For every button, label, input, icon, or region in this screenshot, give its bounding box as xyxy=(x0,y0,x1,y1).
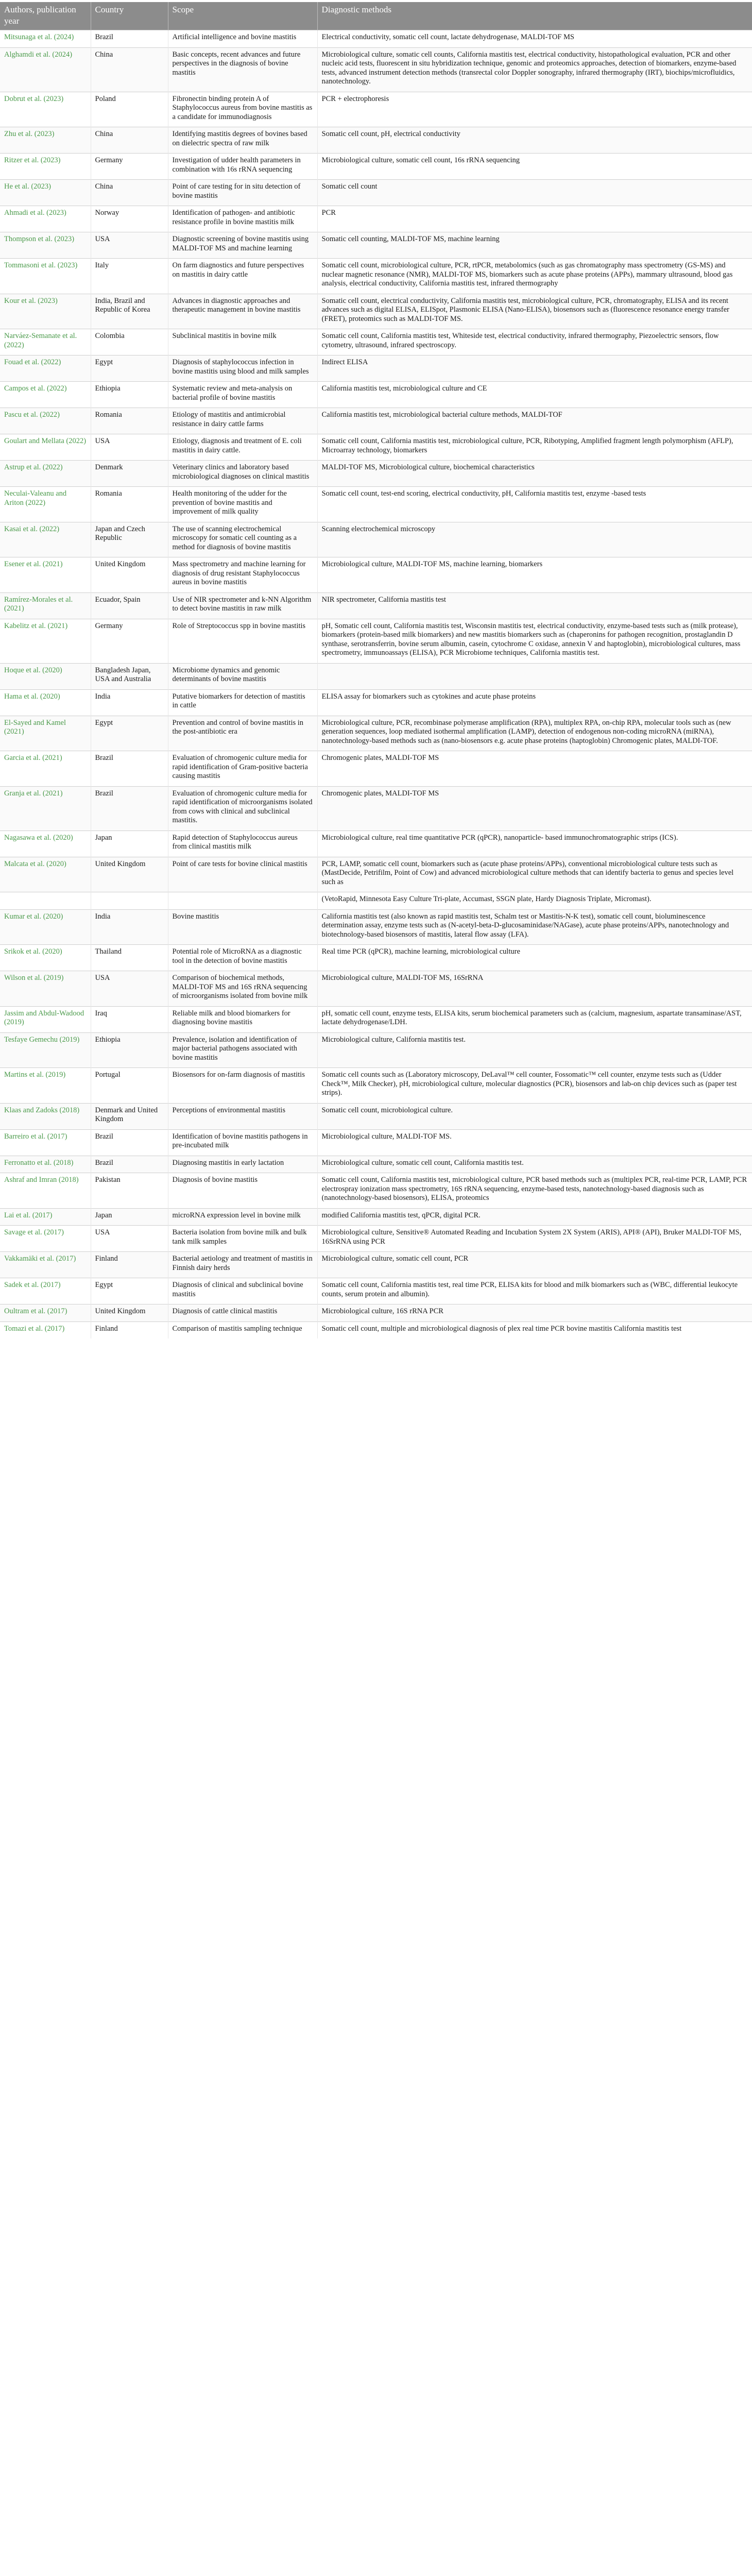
author-cell[interactable]: Esener et al. (2021) xyxy=(0,557,91,593)
methods-cell: modified California mastitis test, qPCR, digital PCR. xyxy=(317,1208,752,1226)
table-row xyxy=(0,127,752,154)
author-cell[interactable]: Fouad et al. (2022) xyxy=(0,355,91,382)
methods-cell: pH, Somatic cell count, California mastitis test, Wisconsin mastitis test, electrical conductivity, enzyme-based tests such as (milk protease), biomarkers (protein-based milk biomarkers) and new mastitis biomarkers such as (chaperonins for pathogen recognition, prostaglandin D synthase, serotransferrin, bovine serum albumin, casein, cytochrome C oxidase, annexin V and haptoglobin), microbiological cultures, mass spectrometry, immunoassays (ELISA), PCR Microbiome techniques, California mastitis test. xyxy=(317,619,752,663)
country-cell: Egypt xyxy=(91,716,168,751)
country-cell: Germany xyxy=(91,619,168,663)
methods-cell: Microbiological culture, California mastitis test. xyxy=(317,1032,752,1068)
diagnostic-methods-table xyxy=(0,2,752,1338)
methods-cell: Somatic cell count, electrical conductivity, California mastitis test, microbiological culture, PCR, chromatography, ELISA and its recent advances such as digital ELISA, ELISpot, Plasmonic ELISA (Nano-ELISA), biosensors such as (fluorescence resonance energy transfer (FRET), proteomics such as MALDI-TOF MS. xyxy=(317,294,752,329)
scope-cell: On farm diagnostics and future perspectives on mastitis in dairy cattle xyxy=(168,259,317,294)
methods-cell: (VetoRapid, Minnesota Easy Culture Tri-plate, Accumast, SSGN plate, Hardy Diagnosis Triplate, Micromast). xyxy=(317,892,752,910)
methods-cell: pH, somatic cell count, enzyme tests, ELISA kits, serum biochemical parameters such as (calcium, magnesium, aspartate transaminase/AST, lactate dehydrogenase/LDH. xyxy=(317,1006,752,1032)
methods-cell: Somatic cell count, test-end scoring, electrical conductivity, pH, California mastitis test, enzyme -based tests xyxy=(317,487,752,522)
country-cell: Norway xyxy=(91,206,168,232)
table-row xyxy=(0,909,752,945)
author-cell[interactable]: Ritzer et al. (2023) xyxy=(0,154,91,180)
scope-cell: Diagnosis of cattle clinical mastitis xyxy=(168,1304,317,1322)
scope-cell: Identifying mastitis degrees of bovines based on dielectric spectra of raw milk xyxy=(168,127,317,154)
country-cell: Brazil xyxy=(91,751,168,787)
author-cell[interactable]: Alghamdi et al. (2024) xyxy=(0,47,91,92)
country-cell: Ecuador, Spain xyxy=(91,592,168,619)
methods-cell: Somatic cell count, microbiological culture, PCR, rtPCR, metabolomics (such as gas chromatography mass spectrometry (GS-MS) and nuclear magnetic resonance (NMR), MALDI-TOF MS, biomarkers such as acute phase proteins (APPs), mammary ultrasound, blood gas analysis, electrical conductivity, California mastitis test, infrared thermography xyxy=(317,259,752,294)
methods-cell: Microbiological culture, somatic cell count, 16s rRNA sequencing xyxy=(317,154,752,180)
table-row xyxy=(0,154,752,180)
table-row xyxy=(0,1208,752,1226)
author-cell[interactable]: Wilson et al. (2019) xyxy=(0,971,91,1007)
header-country: Country xyxy=(91,2,168,30)
scope-cell: Putative biomarkers for detection of mastitis in cattle xyxy=(168,689,317,716)
methods-cell: California mastitis test (also known as rapid mastitis test, Schalm test or Mastitis-N-K test), somatic cell count, bioluminescence determination assay, enzyme tests such as (N-acetyl-beta-D-glucosaminidase/NAGase), acute phase proteins/APPs, nanotechnology and biotechnology-based biosensors of mastitis, lateral flow assay (LFA). xyxy=(317,909,752,945)
author-cell xyxy=(0,892,91,910)
author-cell[interactable]: Nagasawa et al. (2020) xyxy=(0,831,91,857)
author-cell[interactable]: Hama et al. (2020) xyxy=(0,689,91,716)
country-cell: Colombia xyxy=(91,329,168,355)
table-row xyxy=(0,786,752,831)
country-cell: Finland xyxy=(91,1252,168,1278)
scope-cell: Veterinary clinics and laboratory based microbiological diagnoses on clinical mastitis xyxy=(168,461,317,487)
table-row xyxy=(0,1278,752,1304)
methods-cell: Chromogenic plates, MALDI-TOF MS xyxy=(317,751,752,787)
scope-cell: Diagnosing mastitis in early lactation xyxy=(168,1156,317,1173)
methods-cell: California mastitis test, microbiological culture and CE xyxy=(317,382,752,408)
methods-cell: NIR spectrometer, California mastitis test xyxy=(317,592,752,619)
table-row xyxy=(0,1321,752,1338)
scope-cell: Prevention and control of bovine mastitis in the post-antibiotic era xyxy=(168,716,317,751)
author-cell[interactable]: Ahmadi et al. (2023) xyxy=(0,206,91,232)
table-row xyxy=(0,1304,752,1322)
table-row xyxy=(0,592,752,619)
methods-cell: Somatic cell counting, MALDI-TOF MS, machine learning xyxy=(317,232,752,259)
table-row xyxy=(0,382,752,408)
scope-cell: Perceptions of environmental mastitis xyxy=(168,1103,317,1129)
scope-cell: Rapid detection of Staphylococcus aureus from clinical mastitis milk xyxy=(168,831,317,857)
methods-cell: Microbiological culture, MALDI-TOF MS. xyxy=(317,1129,752,1156)
scope-cell: Evaluation of chromogenic culture media for rapid identification of microorganisms isolated from cows with clinical and subclinical mastitis. xyxy=(168,786,317,831)
scope-cell: Diagnosis of staphylococcus infection in bovine mastitis using blood and milk samples xyxy=(168,355,317,382)
methods-cell: Microbiological culture, 16S rRNA PCR xyxy=(317,1304,752,1322)
header-diagnostic-methods: Diagnostic methods xyxy=(317,2,752,30)
country-cell: Germany xyxy=(91,154,168,180)
author-cell[interactable]: Pascu et al. (2022) xyxy=(0,408,91,434)
country-cell: Ethiopia xyxy=(91,382,168,408)
country-cell: Japan xyxy=(91,831,168,857)
country-cell: USA xyxy=(91,1226,168,1252)
methods-cell: Indirect ELISA xyxy=(317,355,752,382)
country-cell: Bangladesh Japan, USA and Australia xyxy=(91,663,168,689)
author-cell[interactable]: Lai et al. (2017) xyxy=(0,1208,91,1226)
scope-cell: Diagnostic screening of bovine mastitis using MALDI-TOF MS and machine learning xyxy=(168,232,317,259)
scope-cell: Bovine mastitis xyxy=(168,909,317,945)
methods-cell: Chromogenic plates, MALDI-TOF MS xyxy=(317,786,752,831)
methods-cell: PCR xyxy=(317,206,752,232)
table-row xyxy=(0,1252,752,1278)
scope-cell: Mass spectrometry and machine learning for diagnosis of drug resistant Staphylococcus aureus in bovine mastitis xyxy=(168,557,317,593)
methods-cell xyxy=(317,663,752,689)
scope-cell: Bacterial aetiology and treatment of mastitis in Finnish dairy herds xyxy=(168,1252,317,1278)
methods-cell: Somatic cell count, California mastitis test, microbiological culture, PCR, Ribotyping, Amplified fragment length polymorphism (AFLP), Microarray technology, biomarkers xyxy=(317,434,752,461)
table-row xyxy=(0,557,752,593)
table-header xyxy=(0,2,752,30)
scope-cell: Etiology, diagnosis and treatment of E. coli mastitis in dairy cattle. xyxy=(168,434,317,461)
scope-cell: Subclinical mastitis in bovine milk xyxy=(168,329,317,355)
methods-cell: MALDI-TOF MS, Microbiological culture, biochemical characteristics xyxy=(317,461,752,487)
methods-cell: Somatic cell count, microbiological culture. xyxy=(317,1103,752,1129)
table-row xyxy=(0,945,752,971)
scope-cell: microRNA expression level in bovine milk xyxy=(168,1208,317,1226)
country-cell: Brazil xyxy=(91,1156,168,1173)
methods-cell: Microbiological culture, MALDI-TOF MS, 16SrRNA xyxy=(317,971,752,1007)
scope-cell: Etiology of mastitis and antimicrobial resistance in dairy cattle farms xyxy=(168,408,317,434)
country-cell: Brazil xyxy=(91,786,168,831)
methods-cell: Real time PCR (qPCR), machine learning, microbiological culture xyxy=(317,945,752,971)
scope-cell: Comparison of mastitis sampling technique xyxy=(168,1321,317,1338)
scope-cell: Potential role of MicroRNA as a diagnostic tool in the detection of bovine mastitis xyxy=(168,945,317,971)
scope-cell: Role of Streptococcus spp in bovine mastitis xyxy=(168,619,317,663)
country-cell: Ethiopia xyxy=(91,1032,168,1068)
author-cell[interactable]: Astrup et al. (2022) xyxy=(0,461,91,487)
table-row xyxy=(0,434,752,461)
author-cell[interactable]: Sadek et al. (2017) xyxy=(0,1278,91,1304)
author-cell[interactable]: Vakkamäki et al. (2017) xyxy=(0,1252,91,1278)
country-cell: China xyxy=(91,127,168,154)
methods-cell: Somatic cell count, pH, electrical conductivity xyxy=(317,127,752,154)
methods-cell: Microbiological culture, MALDI-TOF MS, machine learning, biomarkers xyxy=(317,557,752,593)
country-cell: Japan xyxy=(91,1208,168,1226)
author-cell[interactable]: Goulart and Mellata (2022) xyxy=(0,434,91,461)
author-cell[interactable]: Granja et al. (2021) xyxy=(0,786,91,831)
country-cell: India, Brazil and Republic of Korea xyxy=(91,294,168,329)
country-cell: China xyxy=(91,180,168,206)
country-cell: United Kingdom xyxy=(91,1304,168,1322)
table-row xyxy=(0,1068,752,1104)
table-row xyxy=(0,1156,752,1173)
table-row xyxy=(0,232,752,259)
header-authors: Authors, publication year xyxy=(0,2,91,30)
author-cell[interactable]: Barreiro et al. (2017) xyxy=(0,1129,91,1156)
author-cell[interactable]: Tesfaye Gemechu (2019) xyxy=(0,1032,91,1068)
table-row xyxy=(0,1032,752,1068)
table-row xyxy=(0,30,752,48)
country-cell: Pakistan xyxy=(91,1173,168,1209)
author-cell[interactable]: Garcia et al. (2021) xyxy=(0,751,91,787)
author-cell[interactable]: Ramírez-Morales et al. (2021) xyxy=(0,592,91,619)
methods-cell: Scanning electrochemical microscopy xyxy=(317,522,752,557)
country-cell xyxy=(91,892,168,910)
country-cell: India xyxy=(91,909,168,945)
author-cell[interactable]: Malcata et al. (2020) xyxy=(0,857,91,892)
scope-cell: Microbiome dynamics and genomic determinants of bovine mastitis xyxy=(168,663,317,689)
author-cell[interactable]: Tomazi et al. (2017) xyxy=(0,1321,91,1338)
scope-cell: Artificial intelligence and bovine mastitis xyxy=(168,30,317,48)
table-body xyxy=(0,30,752,1339)
table-row xyxy=(0,329,752,355)
author-cell[interactable]: Jassim and Abdul-Wadood (2019) xyxy=(0,1006,91,1032)
methods-cell: Somatic cell counts such as (Laboratory microscopy, DeLaval™ cell counter, Fossomatic™ cell counter, enzyme tests such as (Udder Check™, Milk Checker), pH, microbiological culture, molecular diagnostics (PCR), biosensors and lab-on chip devices such as (paper test strips). xyxy=(317,1068,752,1104)
methods-cell: Somatic cell count, multiple and microbiological diagnosis of plex real time PCR bovine mastitis California mastitis test xyxy=(317,1321,752,1338)
scope-cell: Point of care testing for in situ detection of bovine mastitis xyxy=(168,180,317,206)
author-cell[interactable]: Klaas and Zadoks (2018) xyxy=(0,1103,91,1129)
table-row xyxy=(0,408,752,434)
scope-cell: Evaluation of chromogenic culture media for rapid identification of Gram-positive bacteria causing mastitis xyxy=(168,751,317,787)
scope-cell: Prevalence, isolation and identification of major bacterial pathogens associated with bovine mastitis xyxy=(168,1032,317,1068)
table-row xyxy=(0,259,752,294)
author-cell[interactable]: Ferronatto et al. (2018) xyxy=(0,1156,91,1173)
table-row xyxy=(0,619,752,663)
author-cell[interactable]: Srikok et al. (2020) xyxy=(0,945,91,971)
header-scope: Scope xyxy=(168,2,317,30)
methods-cell: PCR + electrophoresis xyxy=(317,92,752,127)
methods-cell: Microbiological culture, somatic cell count, PCR xyxy=(317,1252,752,1278)
author-cell[interactable]: Zhu et al. (2023) xyxy=(0,127,91,154)
author-cell[interactable]: Hoque et al. (2020) xyxy=(0,663,91,689)
table-row xyxy=(0,1006,752,1032)
table-row xyxy=(0,1129,752,1156)
methods-cell: Somatic cell count, California mastitis test, real time PCR, ELISA kits for blood and milk biomarkers such as (WBC, differential leukocyte counts, serum protein and albumin). xyxy=(317,1278,752,1304)
country-cell: Finland xyxy=(91,1321,168,1338)
country-cell: United Kingdom xyxy=(91,857,168,892)
author-cell[interactable]: Neculai-Valeanu and Ariton (2022) xyxy=(0,487,91,522)
author-cell[interactable]: El-Sayed and Kamel (2021) xyxy=(0,716,91,751)
table-row xyxy=(0,716,752,751)
country-cell: USA xyxy=(91,232,168,259)
author-cell[interactable]: Oultram et al. (2017) xyxy=(0,1304,91,1322)
table-row xyxy=(0,663,752,689)
methods-cell: Microbiological culture, somatic cell counts, California mastitis test, electrical conductivity, histopathological evaluation, PCR and other nucleic acid tests, fluorescent in situ hybridization technique, genomic and proteomics approaches, detection of biomarkers, enzyme-based tests, advanced instrument detection methods (transrectal color Doppler sonography, infrared thermography (IRT), biochips/microfluidics, nanotechnology. xyxy=(317,47,752,92)
scope-cell: Investigation of udder health parameters in combination with 16s rRNA sequencing xyxy=(168,154,317,180)
table-row xyxy=(0,892,752,910)
table-row xyxy=(0,47,752,92)
scope-cell: Diagnosis of clinical and subclinical bovine mastitis xyxy=(168,1278,317,1304)
scope-cell: Bacteria isolation from bovine milk and bulk tank milk samples xyxy=(168,1226,317,1252)
scope-cell: Identification of bovine mastitis pathogens in pre-incubated milk xyxy=(168,1129,317,1156)
methods-cell: Electrical conductivity, somatic cell count, lactate dehydrogenase, MALDI-TOF MS xyxy=(317,30,752,48)
table-row xyxy=(0,294,752,329)
country-cell: Poland xyxy=(91,92,168,127)
methods-cell: Microbiological culture, somatic cell count, California mastitis test. xyxy=(317,1156,752,1173)
methods-cell: Somatic cell count, California mastitis test, microbiological culture, PCR based methods such as (multiplex PCR, real-time PCR, LAMP, PCR electrospray ionization mass spectrometry, 16S rRNA sequencing, enzyme-based tests, nanotechnology-based diagnosis such as (nanotechnology-based biosensors), ELISA, proteomics xyxy=(317,1173,752,1209)
table-row xyxy=(0,751,752,787)
author-cell[interactable]: Thompson et al. (2023) xyxy=(0,232,91,259)
scope-cell: Point of care tests for bovine clinical mastitis xyxy=(168,857,317,892)
author-cell[interactable]: Campos et al. (2022) xyxy=(0,382,91,408)
scope-cell: Reliable milk and blood biomarkers for diagnosing bovine mastitis xyxy=(168,1006,317,1032)
country-cell: Brazil xyxy=(91,30,168,48)
country-cell: Portugal xyxy=(91,1068,168,1104)
methods-cell: Microbiological culture, Sensitive® Automated Reading and Incubation System 2X System (ARIS), API® (API), Bruker MALDI-TOF MS, 16SrRNA using PCR xyxy=(317,1226,752,1252)
table-row xyxy=(0,180,752,206)
methods-cell: Microbiological culture, real time quantitative PCR (qPCR), nanoparticle- based immunochromatographic strips (ICS). xyxy=(317,831,752,857)
scope-cell: Fibronectin binding protein A of Staphylococcus aureus from bovine mastitis as a candidate for immunodiagnosis xyxy=(168,92,317,127)
scope-cell: Comparison of biochemical methods, MALDI-TOF MS and 16S rRNA sequencing of microorganisms isolated from bovine milk xyxy=(168,971,317,1007)
author-cell[interactable]: Kabelitz et al. (2021) xyxy=(0,619,91,663)
scope-cell: Health monitoring of the udder for the prevention of bovine mastitis and improvement of milk quality xyxy=(168,487,317,522)
table-row xyxy=(0,689,752,716)
scope-cell: Advances in diagnostic approaches and therapeutic management in bovine mastitis xyxy=(168,294,317,329)
table-row xyxy=(0,206,752,232)
author-cell[interactable]: Ashraf and Imran (2018) xyxy=(0,1173,91,1209)
country-cell: Thailand xyxy=(91,945,168,971)
country-cell: Japan and Czech Republic xyxy=(91,522,168,557)
author-cell[interactable]: Narváez-Semanate et al. (2022) xyxy=(0,329,91,355)
author-cell[interactable]: Kasai et al. (2022) xyxy=(0,522,91,557)
country-cell: Egypt xyxy=(91,355,168,382)
scope-cell: Diagnosis of bovine mastitis xyxy=(168,1173,317,1209)
country-cell: Iraq xyxy=(91,1006,168,1032)
country-cell: Italy xyxy=(91,259,168,294)
table-row xyxy=(0,1173,752,1209)
methods-cell: Microbiological culture, PCR, recombinase polymerase amplification (RPA), multiplex RPA, on-chip RPA, molecular tools such as (new generation sequences, loop mediated isothermal amplification (LAMP), detection of endogenous non-coding microRNA (miRNA), nanotechnology-based methods such as (nano-biosensors e.g. acute phase proteins (haptoglobin) Chromogenic plates, MALDI-TOF. xyxy=(317,716,752,751)
table-row xyxy=(0,1226,752,1252)
methods-cell: PCR, LAMP, somatic cell count, biomarkers such as (acute phase proteins/APPs), conventional microbiological culture tests such as (MastDecide, Petrifilm, Point of Cow) and advanced microbiological culture methods that can identify bacteria to genus and species level such as xyxy=(317,857,752,892)
country-cell: Egypt xyxy=(91,1278,168,1304)
scope-cell: The use of scanning electrochemical microscopy for somatic cell counting as a method for diagnosis of bovine mastitis xyxy=(168,522,317,557)
country-cell: Denmark xyxy=(91,461,168,487)
table-row xyxy=(0,522,752,557)
table-row xyxy=(0,461,752,487)
table-row xyxy=(0,355,752,382)
table-row xyxy=(0,857,752,892)
methods-cell: Somatic cell count, California mastitis test, Whiteside test, electrical conductivity, infrared thermography, Piezoelectric sensors, flow cytometry, ultrasound, infrared spectroscopy. xyxy=(317,329,752,355)
scope-cell: Basic concepts, recent advances and future perspectives in the diagnosis of bovine mastitis xyxy=(168,47,317,92)
author-cell[interactable]: He et al. (2023) xyxy=(0,180,91,206)
methods-cell: California mastitis test, microbiological bacterial culture methods, MALDI-TOF xyxy=(317,408,752,434)
country-cell: USA xyxy=(91,971,168,1007)
author-cell[interactable]: Kumar et al. (2020) xyxy=(0,909,91,945)
country-cell: United Kingdom xyxy=(91,557,168,593)
author-cell[interactable]: Martins et al. (2019) xyxy=(0,1068,91,1104)
scope-cell: Systematic review and meta-analysis on bacterial profile of bovine mastitis xyxy=(168,382,317,408)
scope-cell xyxy=(168,892,317,910)
country-cell: Denmark and United Kingdom xyxy=(91,1103,168,1129)
author-cell[interactable]: Tommasoni et al. (2023) xyxy=(0,259,91,294)
methods-cell: Somatic cell count xyxy=(317,180,752,206)
table-row xyxy=(0,487,752,522)
country-cell: Romania xyxy=(91,408,168,434)
author-cell[interactable]: Dobrut et al. (2023) xyxy=(0,92,91,127)
country-cell: China xyxy=(91,47,168,92)
scope-cell: Use of NIR spectrometer and k-NN Algorithm to detect bovine mastitis in raw milk xyxy=(168,592,317,619)
table-row xyxy=(0,92,752,127)
scope-cell: Biosensors for on-farm diagnosis of mastitis xyxy=(168,1068,317,1104)
table-row xyxy=(0,831,752,857)
author-cell[interactable]: Kour et al. (2023) xyxy=(0,294,91,329)
author-cell[interactable]: Savage et al. (2017) xyxy=(0,1226,91,1252)
country-cell: India xyxy=(91,689,168,716)
methods-cell: ELISA assay for biomarkers such as cytokines and acute phase proteins xyxy=(317,689,752,716)
country-cell: Brazil xyxy=(91,1129,168,1156)
author-cell[interactable]: Mitsunaga et al. (2024) xyxy=(0,30,91,48)
header-row xyxy=(0,2,752,30)
country-cell: USA xyxy=(91,434,168,461)
country-cell: Romania xyxy=(91,487,168,522)
table-row xyxy=(0,1103,752,1129)
scope-cell: Identification of pathogen- and antibiotic resistance profile in bovine mastitis milk xyxy=(168,206,317,232)
table-row xyxy=(0,971,752,1007)
